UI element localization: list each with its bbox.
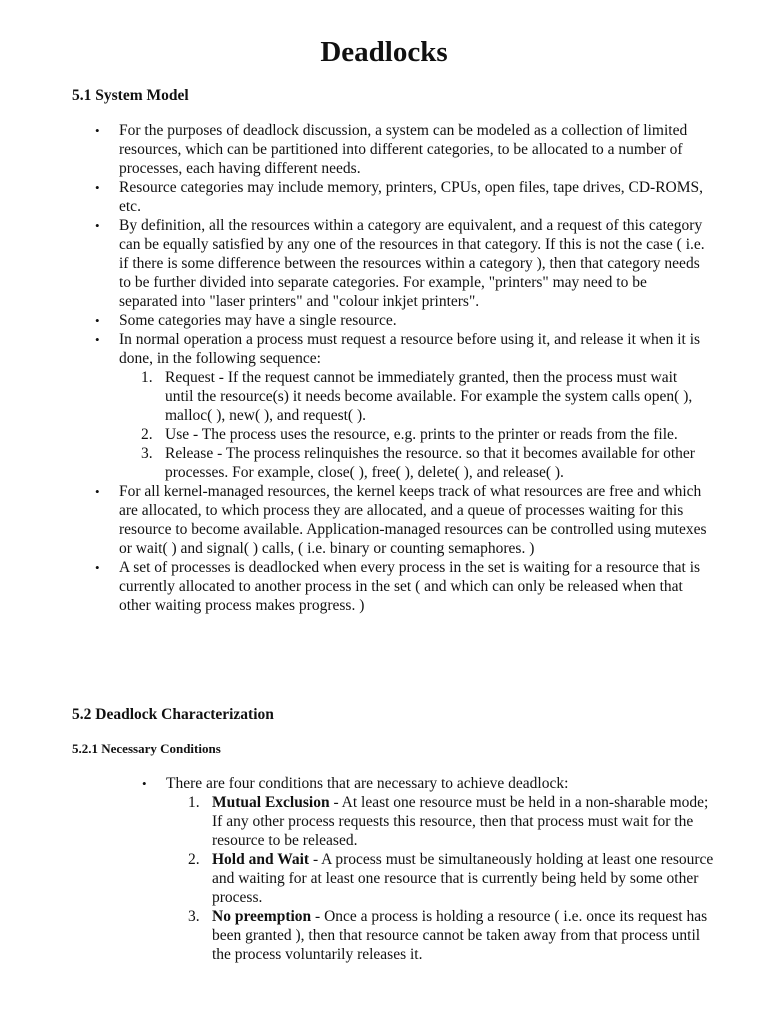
condition-mutual-exclusion: [166, 793, 718, 850]
list-item: [119, 330, 709, 482]
condition-text: - A process must be simultaneously holding at least one resource and waiting for at least one resource that is currently being held by some other process.: [212, 851, 714, 906]
section-heading-system-model: 5.1 System Model: [72, 87, 189, 104]
document-title: Deadlocks: [320, 36, 448, 68]
bullet-text: Some categories may have a single resource.: [119, 312, 397, 329]
bullet-text: By definition, all the resources within a category are equivalent, and a request of this category can be equally satisfied by any one of the resources in that category. If this is not the case ( i.e. if there is some difference between the resources within a category ), then that category needs to be further divided into separate categories. For example, "printers" may need to be separated into "laser printers" and "colour inkjet printers".: [119, 217, 705, 310]
bullet-text: For the purposes of deadlock discussion, a system can be modeled as a collection of limited resources, which can be partitioned into different categories, to be allocated to a number of processes, each having different needs.: [119, 122, 688, 177]
list-item: [119, 121, 709, 178]
list-item: [166, 774, 718, 964]
list-item: [119, 558, 709, 615]
bullet-text: In normal operation a process must request a resource before using it, and release it when it is done, in the following sequence:: [119, 331, 701, 367]
condition-name: No preemption: [212, 908, 312, 925]
list-item: [119, 311, 709, 330]
conditions-numbered-list: [166, 793, 718, 964]
bullet-text: A set of processes is deadlocked when every process in the set is waiting for a resource that is currently allocated to another process in the set ( and which can only be released when that other waiting process makes progress. ): [119, 559, 701, 614]
request-sequence-list: [119, 368, 709, 482]
condition-hold-and-wait: [166, 850, 718, 907]
sequence-step-release: Release - The process relinquishes the resource. so that it becomes available for other processes. For example, close( ), free( ), delete( ), and release( ).: [165, 445, 695, 481]
condition-name: Hold and Wait: [212, 851, 310, 868]
list-item: [119, 178, 709, 216]
condition-text: - At least one resource must be held in a non-sharable mode; If any other process requests this resource, then that process must wait for the resource to be released.: [212, 794, 709, 849]
bullet-text: There are four conditions that are necessary to achieve deadlock:: [166, 775, 569, 792]
section-heading-deadlock-characterization: 5.2 Deadlock Characterization: [72, 706, 274, 723]
list-item: [119, 216, 709, 311]
necessary-conditions-list: [166, 774, 718, 964]
bullet-text: Resource categories may include memory, printers, CPUs, open files, tape drives, CD-ROMS, etc.: [119, 179, 703, 215]
system-model-bullet-list: [119, 121, 709, 615]
bullet-text: For all kernel-managed resources, the kernel keeps track of what resources are free and which are allocated, to which process they are allocated, and a queue of processes waiting for this resource to become available. Application-managed resources can be controlled using mutexes or wait( ) and signal( ) calls, ( i.e. binary or counting semaphores. ): [119, 483, 707, 557]
list-item: [119, 482, 709, 558]
condition-name: Mutual Exclusion: [212, 794, 330, 811]
sequence-step-request: Request - If the request cannot be immediately granted, then the process must wait until the resource(s) it needs become available. For example the system calls open( ), malloc( ), new( ), and request( ).: [165, 369, 693, 424]
sequence-step-use: Use - The process uses the resource, e.g. prints to the printer or reads from the file.: [165, 426, 678, 443]
subsection-heading-necessary-conditions: 5.2.1 Necessary Conditions: [72, 741, 221, 756]
condition-text: - Once a process is holding a resource ( i.e. once its request has been granted ), then that resource cannot be taken away from that process until the process voluntarily releases it.: [212, 908, 708, 963]
condition-no-preemption: [166, 907, 718, 964]
